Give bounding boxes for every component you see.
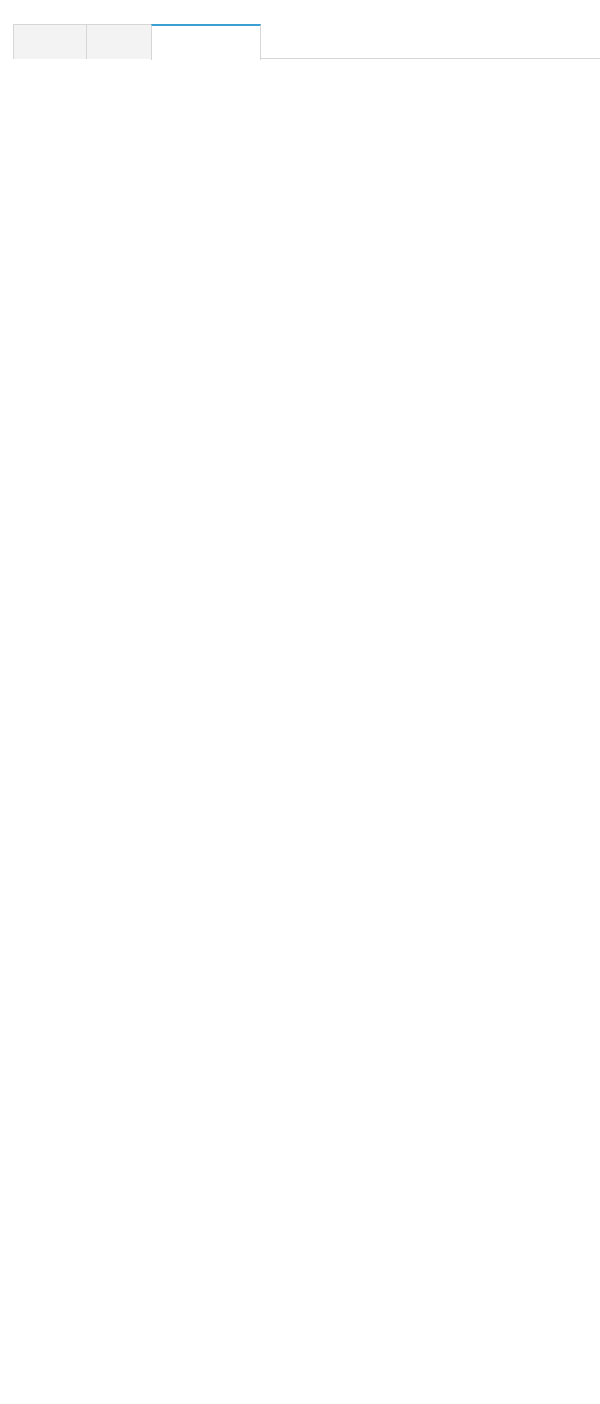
- view-tabs: [13, 24, 600, 59]
- tab-table[interactable]: [86, 24, 152, 59]
- tab-graph[interactable]: [13, 24, 87, 59]
- tab-descriptive[interactable]: [151, 24, 261, 60]
